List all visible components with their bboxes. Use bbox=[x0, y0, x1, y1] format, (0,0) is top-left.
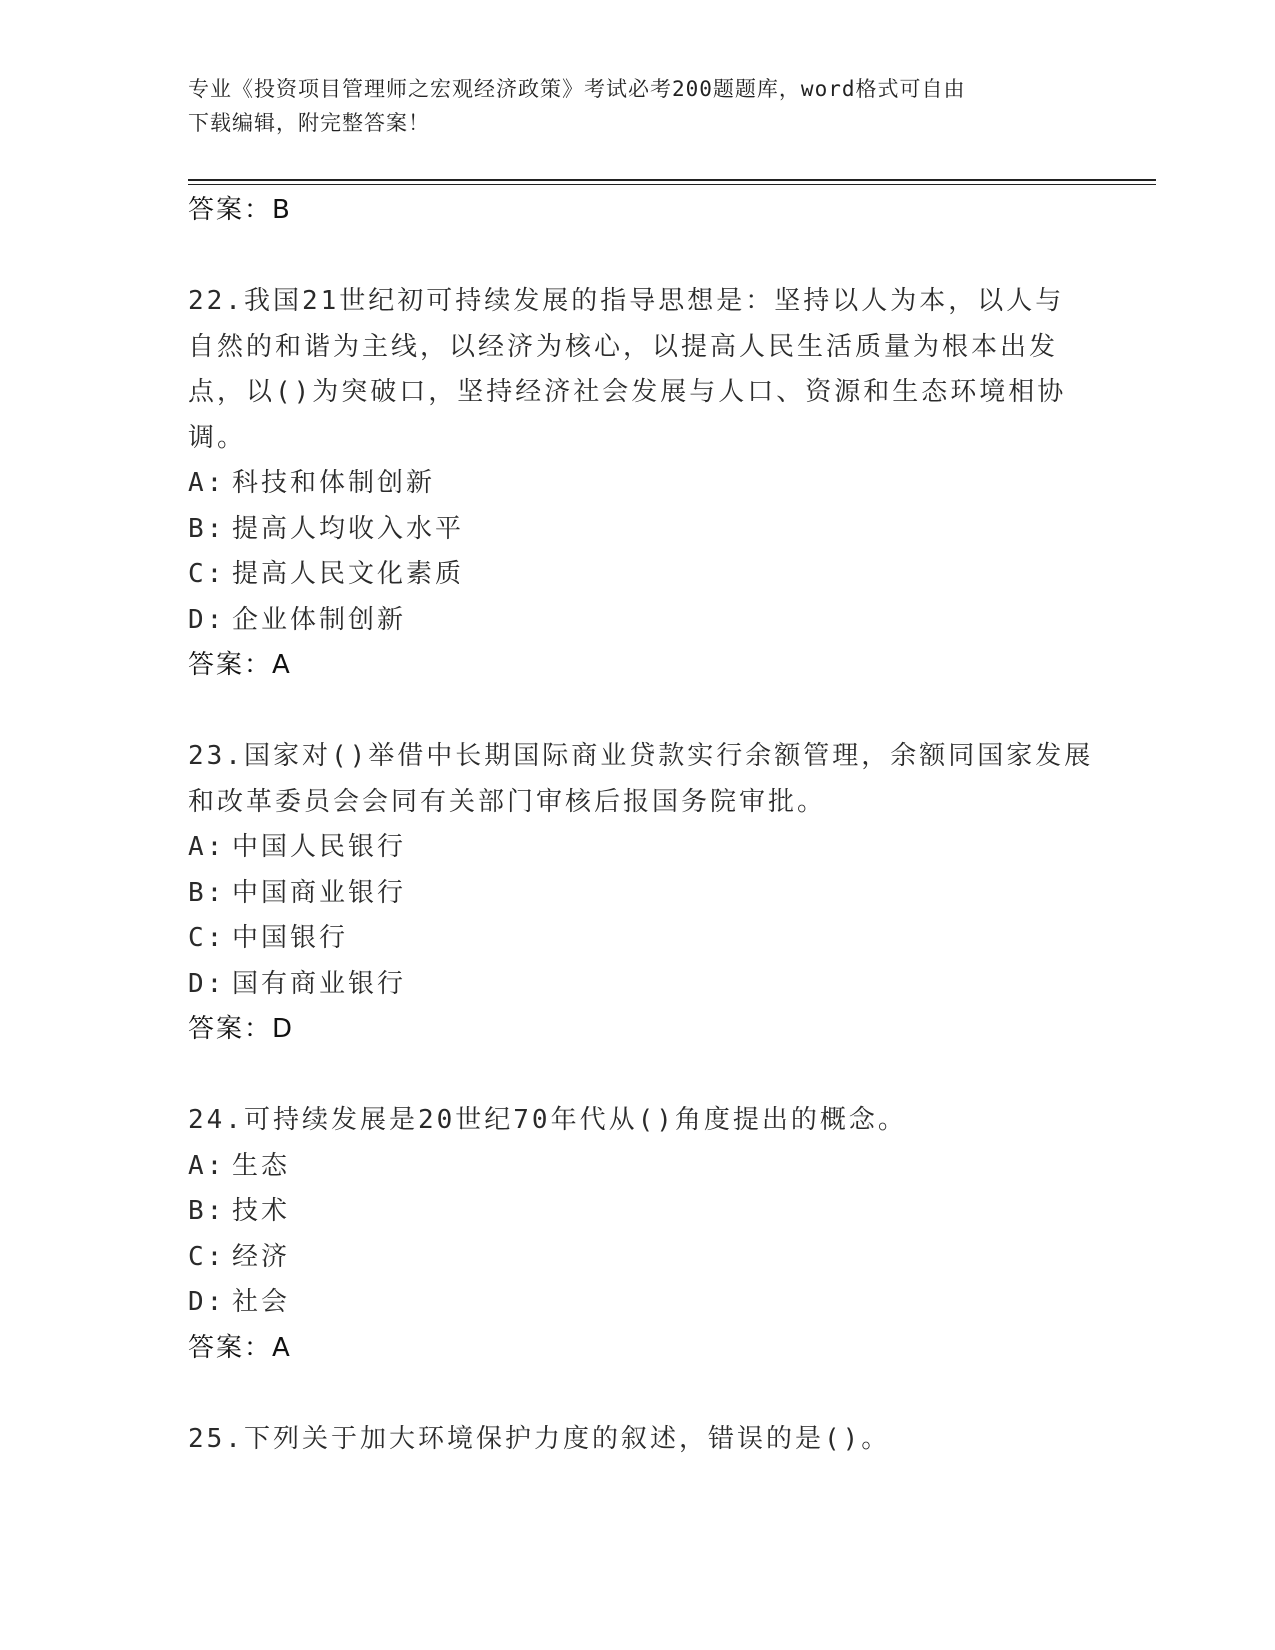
question-line: 和改革委员会会同有关部门审核后报国务院审批。 bbox=[188, 786, 827, 817]
option-letter: A: bbox=[188, 468, 226, 498]
option-letter: A: bbox=[188, 832, 226, 862]
option-letter: B: bbox=[188, 877, 226, 908]
option-d bbox=[188, 1280, 1088, 1326]
option-text: 中国银行 bbox=[232, 923, 349, 953]
option-text: 中国商业银行 bbox=[232, 877, 407, 908]
option-c bbox=[188, 1235, 1088, 1281]
option-b bbox=[188, 507, 1088, 553]
question-23 bbox=[188, 734, 1094, 1053]
option-text: 企业体制创新 bbox=[232, 604, 407, 635]
spacer bbox=[188, 1371, 1088, 1417]
answer-q22: 答案：A bbox=[188, 650, 292, 680]
question-content bbox=[188, 188, 1094, 1462]
question-line: 自然的和谐为主线，以经济为核心，以提高人民生活质量为根本出发 bbox=[188, 331, 1059, 362]
answer-q23: 答案：D bbox=[188, 1014, 295, 1044]
answer-q21: 答案：B bbox=[188, 195, 292, 225]
spacer bbox=[188, 1053, 1088, 1099]
question-line: 点，以()为突破口，坚持经济社会发展与人口、资源和生态环境相协 bbox=[188, 377, 1067, 407]
option-c bbox=[188, 552, 1088, 598]
option-b bbox=[188, 1189, 1088, 1235]
option-text: 经济 bbox=[232, 1241, 291, 1272]
option-c bbox=[188, 916, 1088, 962]
question-25 bbox=[188, 1417, 1088, 1463]
option-a bbox=[188, 461, 1088, 507]
option-letter: C: bbox=[188, 1241, 226, 1272]
option-letter: C: bbox=[188, 923, 226, 953]
spacer bbox=[188, 234, 1088, 280]
option-letter: D: bbox=[188, 1287, 226, 1317]
option-letter: B: bbox=[188, 513, 226, 544]
option-d bbox=[188, 962, 1088, 1008]
option-text: 国有商业银行 bbox=[232, 968, 407, 999]
option-text: 科技和体制创新 bbox=[232, 468, 436, 498]
spacer bbox=[188, 689, 1088, 735]
option-letter: B: bbox=[188, 1196, 226, 1226]
option-text: 生态 bbox=[232, 1150, 291, 1181]
question-line: 调。 bbox=[188, 422, 247, 453]
question-line: 23.国家对()举借中长期国际商业贷款实行余额管理，余额同国家发展 bbox=[188, 741, 1094, 771]
header-divider-thin bbox=[188, 184, 1156, 185]
option-text: 提高人均收入水平 bbox=[232, 513, 465, 544]
option-letter: C: bbox=[188, 559, 226, 589]
option-text: 提高人民文化素质 bbox=[232, 559, 465, 589]
document-header bbox=[188, 72, 1068, 140]
option-d bbox=[188, 598, 1088, 644]
header-divider-thick bbox=[188, 179, 1156, 181]
option-letter: D: bbox=[188, 604, 226, 635]
option-a bbox=[188, 825, 1088, 871]
header-line-2: 下载编辑，附完整答案！ bbox=[188, 111, 430, 135]
option-a bbox=[188, 1144, 1088, 1190]
option-text: 技术 bbox=[232, 1196, 291, 1226]
question-line: 24.可持续发展是20世纪70年代从()角度提出的概念。 bbox=[188, 1105, 907, 1135]
option-text: 社会 bbox=[232, 1287, 291, 1317]
question-line: 22.我国21世纪初可持续发展的指导思想是：坚持以人为本，以人与 bbox=[188, 286, 1065, 316]
question-22 bbox=[188, 279, 1088, 689]
option-b bbox=[188, 871, 1088, 917]
question-24 bbox=[188, 1098, 1088, 1371]
question-line: 25.下列关于加大环境保护力度的叙述，错误的是()。 bbox=[188, 1423, 891, 1454]
answer-q24: 答案：A bbox=[188, 1332, 292, 1363]
option-text: 中国人民银行 bbox=[232, 832, 407, 862]
option-letter: A: bbox=[188, 1150, 226, 1181]
option-letter: D: bbox=[188, 968, 226, 999]
header-line-1: 专业《投资项目管理师之宏观经济政策》考试必考200题题库，word格式可自由 bbox=[188, 77, 966, 101]
